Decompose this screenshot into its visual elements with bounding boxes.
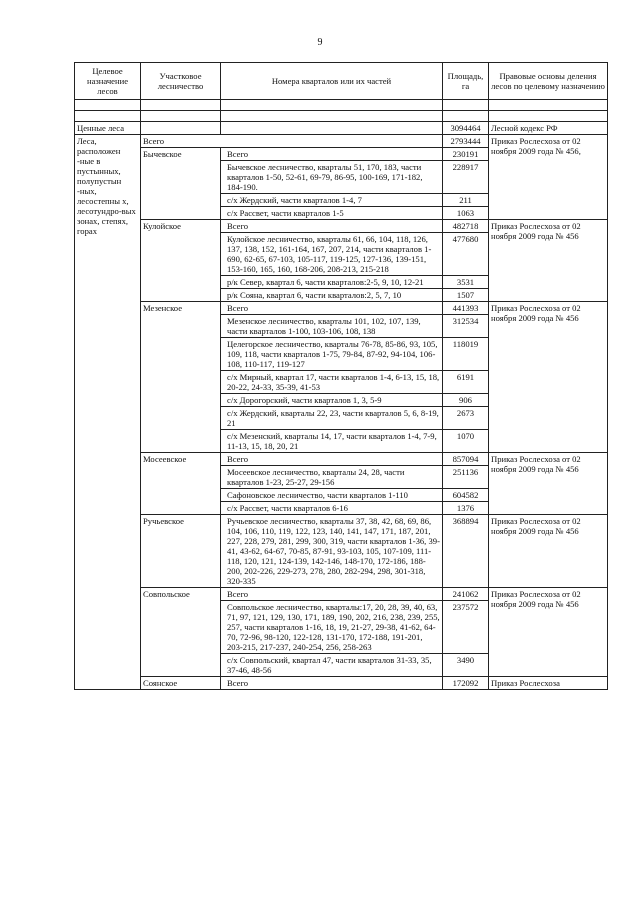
quarters-cell: Мосеевское лесничество, кварталы 24, 28, части кварталов 1-23, 25-27, 29-156 (221, 466, 443, 489)
spacer-row (75, 100, 608, 111)
area-cell: 3490 (443, 654, 489, 677)
quarters-cell: Всего (221, 302, 443, 315)
area-cell: 228917 (443, 161, 489, 194)
quarters-cell: Совпольское лесничество, кварталы:17, 20, 28, 39, 40, 63, 71, 97, 121, 129, 130, 171, 189, 190, 202, 216, 238, 239, 255, 257, части кварталов 1-16, 18, 19, 21-27, 29-38, 41-62, 64-70, 72-96, 98-120, 122-128, 131-170, 172-188, 191-201, 203-215, 217-237, 240-254, 256, 258-263 (221, 601, 443, 654)
area-cell: 477680 (443, 233, 489, 276)
area-cell: 604582 (443, 489, 489, 502)
quarters-cell: с/х Дорогорский, части кварталов 1, 3, 5-9 (221, 394, 443, 407)
quarters-cell: Всего (221, 588, 443, 601)
area-cell: 1063 (443, 207, 489, 220)
table-row (75, 220, 608, 233)
quarters-cell: Целегорское лесничество, кварталы 76-78, 85-86, 93, 105, 109, 118, части кварталов 1-75, 79-84, 87-92, 94-104, 106-108, 110-117, 119-127 (221, 338, 443, 371)
district-name: Кулойское (141, 220, 221, 302)
area-cell: 1376 (443, 502, 489, 515)
area-cell: 251136 (443, 466, 489, 489)
legal-basis-cell: Приказ Рослесхоза (489, 677, 608, 690)
area-cell: 857094 (443, 453, 489, 466)
area-cell: 172092 (443, 677, 489, 690)
area-cell: 906 (443, 394, 489, 407)
area-cell: 3531 (443, 276, 489, 289)
district-name: Мосеевское (141, 453, 221, 515)
area-cell: 312534 (443, 315, 489, 338)
valuable-area: 3094464 (443, 122, 489, 135)
area-cell: 230191 (443, 148, 489, 161)
zone-basis: Приказ Рослесхоза от 02 ноября 2009 года № 456, (489, 135, 608, 220)
area-cell: 368894 (443, 515, 489, 588)
header-row (75, 63, 608, 100)
table-row (75, 453, 608, 466)
legal-basis-cell: Приказ Рослесхоза от 02 ноября 2009 года № 456 (489, 453, 608, 515)
quarters-cell: Бычевское лесничество, кварталы 51, 170, 183, части кварталов 1-50, 52-61, 69-79, 86-95, 100-169, 171-182, 184-190. (221, 161, 443, 194)
district-name: Соянское (141, 677, 221, 690)
header-purpose: Целевое назначение лесов (75, 63, 141, 100)
zone-total-area: 2793444 (443, 135, 489, 148)
quarters-cell: с/х Совпольский, квартал 47, части кварталов 31-33, 35, 37-46, 48-56 (221, 654, 443, 677)
header-basis: Правовые основы деления лесов по целевому назначению (489, 63, 608, 100)
quarters-cell: с/х Рассвет, части кварталов 1-5 (221, 207, 443, 220)
table-row (75, 588, 608, 601)
zone-purpose: Леса, расположен -ные в пустынных, полупустын -ных, лесостепны х, лесотундро-вых зонах, степях, горах (75, 135, 141, 690)
area-cell: 482718 (443, 220, 489, 233)
district-name: Совпольское (141, 588, 221, 677)
spacer-row (75, 111, 608, 122)
header-quarters: Номера кварталов или их частей (221, 63, 443, 100)
area-cell: 241062 (443, 588, 489, 601)
table-row (75, 302, 608, 315)
legal-basis-cell: Приказ Рослесхоза от 02 ноября 2009 года № 456 (489, 515, 608, 588)
table-row (75, 677, 608, 690)
area-cell: 237572 (443, 601, 489, 654)
district-name: Бычевское (141, 148, 221, 220)
area-cell: 441393 (443, 302, 489, 315)
district-name: Ручьевское (141, 515, 221, 588)
quarters-cell: Кулойское лесничество, кварталы 61, 66, 104, 118, 126, 137, 138, 152, 161-164, 167, 207, 214, части кварталов 1-690, 62-65, 67-103, 105-117, 119-125, 127-136, 139-151, 153-160, 165, 160, 168-206, 208-213, 215-218 (221, 233, 443, 276)
quarters-cell: Сафоновское лесничество, части кварталов 1-110 (221, 489, 443, 502)
valuable-forests-row (75, 122, 608, 135)
legal-basis-cell: Приказ Рослесхоза от 02 ноября 2009 года № 456 (489, 588, 608, 677)
quarters-cell: с/х Мирный, квартал 17, части кварталов 1-4, 6-13, 15, 18, 20-22, 24-33, 35-39, 41-53 (221, 371, 443, 394)
zone-total-row (75, 135, 608, 148)
valuable-basis: Лесной кодекс РФ (489, 122, 608, 135)
forest-purpose-table (74, 62, 608, 690)
quarters-cell: Ручьевское лесничество, кварталы 37, 38, 42, 68, 69, 86, 104, 106, 110, 119, 122, 123, 140, 141, 147, 171, 187, 201, 227, 228, 279, 281, 299, 300, 319, части кварталов 1-36, 39-41, 43-62, 64-67, 70-85, 87-91, 93-103, 105, 107-109, 111-118, 120, 121, 124-139, 142-146, 148-170, 172-186, 188-200, 202-226, 229-273, 278, 280, 282-294, 298, 301-318, 320-335 (221, 515, 443, 588)
quarters-cell: Всего (221, 220, 443, 233)
district-name: Мезенское (141, 302, 221, 453)
legal-basis-cell: Приказ Рослесхоза от 02 ноября 2009 года № 456 (489, 220, 608, 302)
table-row (75, 515, 608, 588)
area-cell: 6191 (443, 371, 489, 394)
quarters-cell: Всего (221, 453, 443, 466)
quarters-cell: с/х Мезенский, кварталы 14, 17, части кварталов 1-4, 7-9, 11-13, 15, 18, 20, 21 (221, 430, 443, 453)
quarters-cell: Мезенское лесничество, кварталы 101, 102, 107, 139, части кварталов 1-100, 103-106, 108, 138 (221, 315, 443, 338)
quarters-cell: р/к Сояна, квартал 6, части кварталов:2, 5, 7, 10 (221, 289, 443, 302)
quarters-cell: с/х Рассвет, части кварталов 6-16 (221, 502, 443, 515)
quarters-cell: с/х Жердский, кварталы 22, 23, части кварталов 5, 6, 8-19, 21 (221, 407, 443, 430)
header-district: Участковое лесничество (141, 63, 221, 100)
legal-basis-cell: Приказ Рослесхоза от 02 ноября 2009 года № 456 (489, 302, 608, 453)
quarters-cell: Всего (221, 148, 443, 161)
area-cell: 211 (443, 194, 489, 207)
quarters-cell: с/х Жердский, части кварталов 1-4, 7 (221, 194, 443, 207)
quarters-cell: Всего (221, 677, 443, 690)
page-number: 9 (317, 37, 323, 48)
zone-total-label: Всего (141, 135, 443, 148)
valuable-purpose: Ценные леса (75, 122, 141, 135)
area-cell: 1070 (443, 430, 489, 453)
area-cell: 2673 (443, 407, 489, 430)
area-cell: 118019 (443, 338, 489, 371)
header-area: Площадь, га (443, 63, 489, 100)
quarters-cell: р/к Север, квартал 6, части кварталов:2-5, 9, 10, 12-21 (221, 276, 443, 289)
area-cell: 1507 (443, 289, 489, 302)
